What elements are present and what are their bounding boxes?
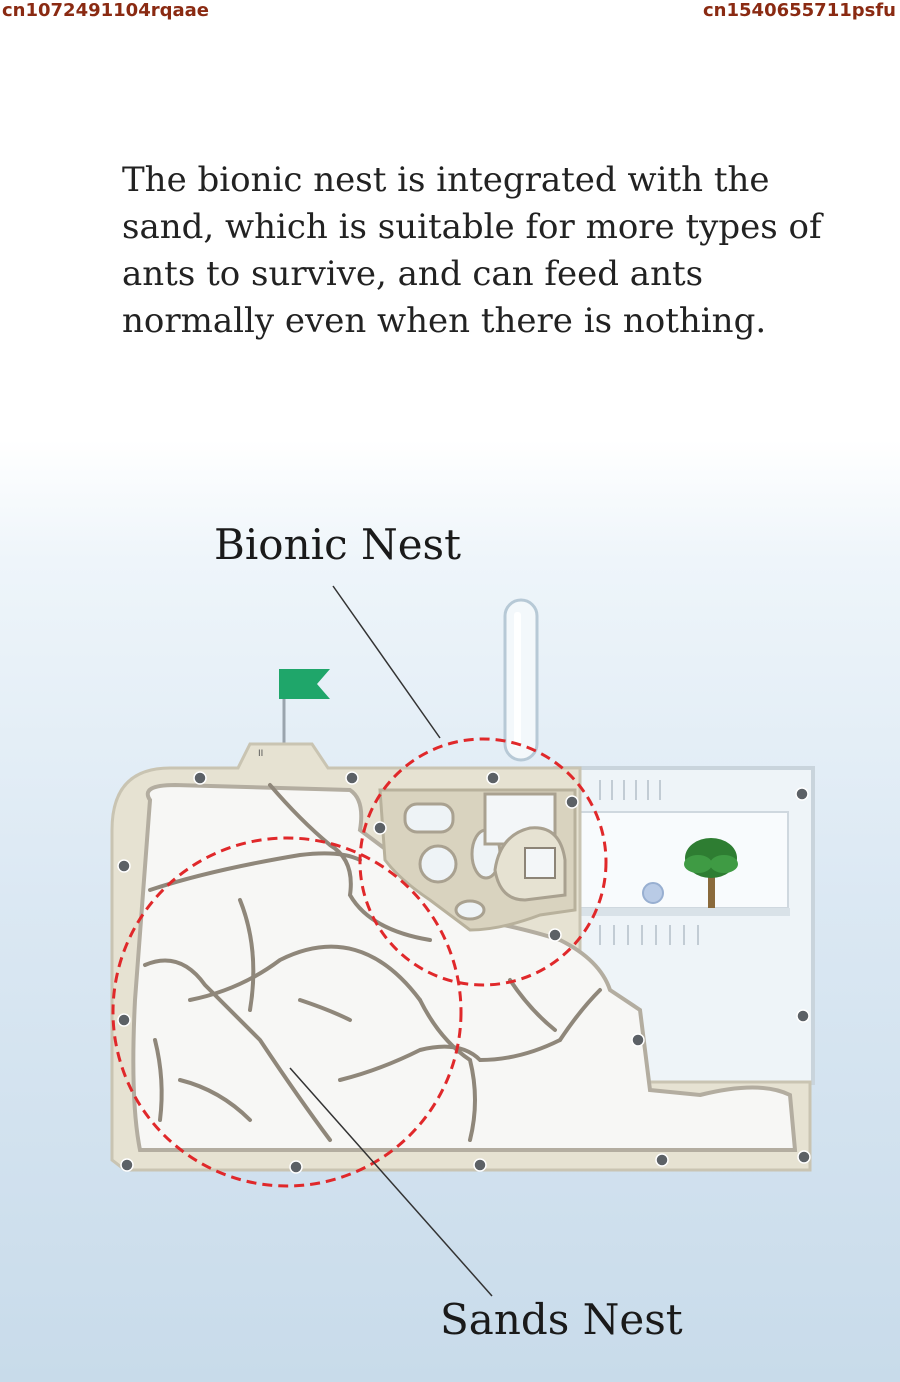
bionic-nest-pointer: [333, 586, 440, 738]
watermark-right: cn1540655711psfu: [703, 0, 896, 21]
sands-nest-label: Sands Nest: [440, 1295, 683, 1344]
description-text: The bionic nest is integrated with the sand, which is suitable for more types of ants to survive, and can feed ants normally even when there is nothing.: [122, 160, 822, 341]
bionic-nest-label: Bionic Nest: [214, 520, 461, 569]
svg-text:II: II: [258, 749, 264, 759]
watermark-left: cn1072491104rqaae: [2, 0, 209, 21]
flag-icon: [279, 669, 330, 748]
water-tube: [505, 600, 537, 760]
